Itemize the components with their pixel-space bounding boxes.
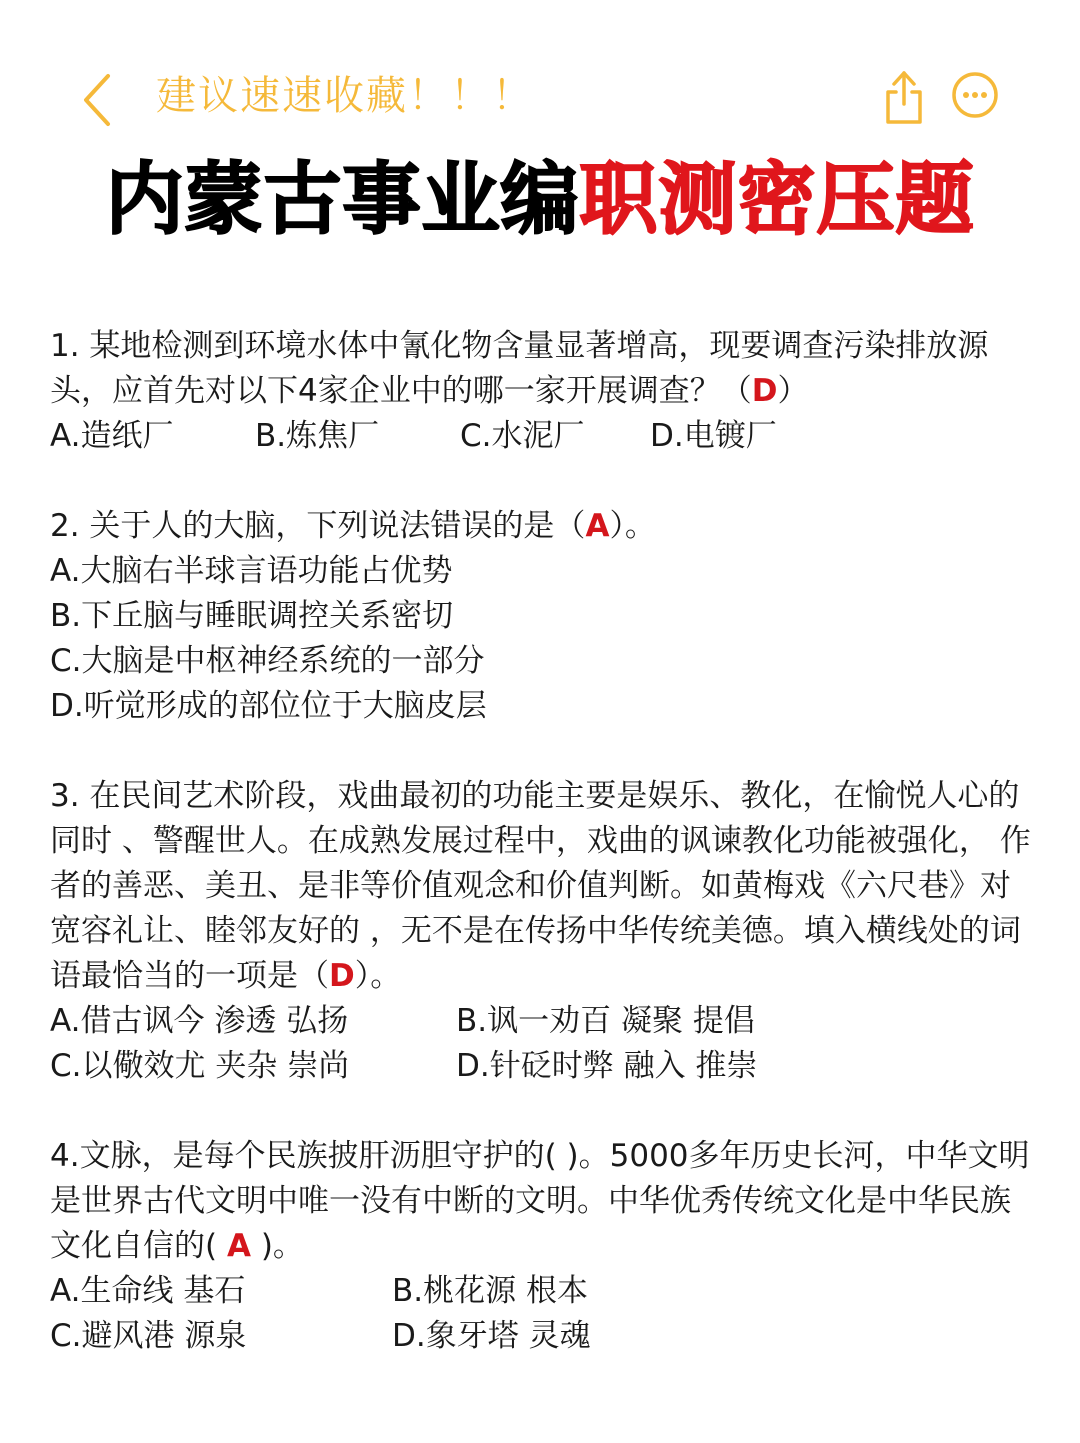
stem-text-end: ） <box>777 373 809 409</box>
option-a: A.借古讽今 渗透 弘扬 <box>50 1003 349 1039</box>
share-icon[interactable] <box>880 64 928 128</box>
answer-letter: A <box>585 508 610 544</box>
more-icon[interactable] <box>950 70 1000 120</box>
option-c: C.避风港 源泉 <box>50 1318 247 1354</box>
option-b: B.讽一劝百 凝聚 提倡 <box>456 1003 755 1039</box>
option-c: C.水泥厂 <box>460 418 585 454</box>
question-stem <box>50 504 1040 549</box>
option-d: D.电镀厂 <box>650 418 777 454</box>
chevron-left-icon[interactable] <box>74 68 124 132</box>
stem-text-end: )。 <box>260 1228 304 1264</box>
option-c: C.大脑是中枢神经系统的一部分 <box>50 643 485 679</box>
stem-text: 4.文脉，是每个民族披肝沥胆守护的( )。5000多年历史长河，中华文明是世界古代文明中唯一没有中断的文明。中华优秀传统文化是中华民族文化自信的( <box>50 1138 1030 1264</box>
option-b: B.桃花源 根本 <box>392 1273 588 1309</box>
question-3 <box>50 774 1040 1089</box>
option-a: A.生命线 基石 <box>50 1273 246 1309</box>
nav-bar <box>0 60 1080 140</box>
stem-text-end: ）。 <box>609 508 656 544</box>
nav-title: 建议速速收藏！！！ <box>156 73 534 119</box>
option-d: D.听觉形成的部位位于大脑皮层 <box>50 688 487 724</box>
question-stem <box>50 774 1040 999</box>
stem-text: 2. 关于人的大脑，下列说法错误的是（ <box>50 508 586 544</box>
options-row <box>50 999 1040 1044</box>
stem-text: 3. 在民间艺术阶段，戏曲最初的功能主要是娱乐、教化，在愉悦人心的同时 、警醒世人。在成熟发展过程中，戏曲的讽谏教化功能被强化， 作者的善恶、美丑、是非等价值观念和价值判断。如黄梅戏《六尺巷》对宽容礼让、睦邻友好的 ，无不是在传扬中华传统美德。填入横线处的词语最恰当的一项是（ <box>50 778 1031 994</box>
headline-part-black: 内蒙古事业编 <box>105 155 580 245</box>
option-c: C.以儆效尤 夹杂 崇尚 <box>50 1048 350 1084</box>
question-stem <box>50 1134 1040 1269</box>
page-headline <box>0 152 1080 248</box>
stem-text: 1. 某地检测到环境水体中氰化物含量显著增高，现要调查污染排放源头，应首先对以下4家企业中的哪一家开展调查？（ <box>50 328 989 409</box>
options-row <box>50 414 1040 459</box>
question-list <box>50 324 1040 1404</box>
options-row <box>50 1314 1040 1359</box>
answer-letter: D <box>751 373 778 409</box>
option-a: A.大脑右半球言语功能占优势 <box>50 553 453 589</box>
answer-letter: A <box>226 1228 251 1264</box>
option-b: B.炼焦厂 <box>255 418 380 454</box>
option-d: D.针砭时弊 融入 推崇 <box>456 1048 758 1084</box>
headline-part-red: 职测密压题 <box>579 155 975 245</box>
question-1 <box>50 324 1040 459</box>
option-d: D.象牙塔 灵魂 <box>392 1318 591 1354</box>
question-stem <box>50 324 1040 414</box>
option-a: A.造纸厂 <box>50 418 174 454</box>
options-row <box>50 1269 1040 1314</box>
stem-text-end: ）。 <box>354 958 402 994</box>
question-4 <box>50 1134 1040 1359</box>
question-2 <box>50 504 1040 729</box>
answer-letter: D <box>329 958 355 994</box>
options-row <box>50 1044 1040 1089</box>
option-b: B.下丘脑与睡眠调控关系密切 <box>50 598 454 634</box>
